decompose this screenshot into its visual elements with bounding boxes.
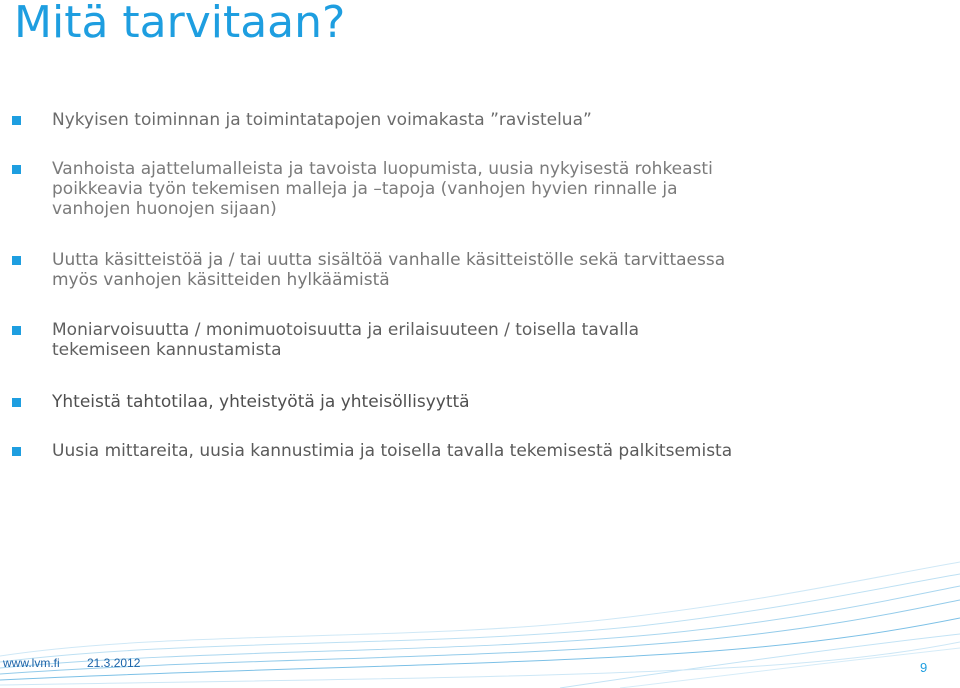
slide-title: Mitä tarvitaan? — [14, 0, 346, 48]
bullet-text: Yhteistä tahtotilaa, yhteistyötä ja yhteisöllisyyttä — [52, 392, 470, 412]
square-bullet-icon — [12, 256, 21, 265]
square-bullet-icon — [12, 447, 21, 456]
square-bullet-icon — [12, 116, 21, 125]
bullet-text: Uusia mittareita, uusia kannustimia ja toisella tavalla tekemisestä palkitsemista — [52, 441, 733, 461]
bullet-text: Vanhoista ajattelumalleista ja tavoista luopumista, uusia nykyisestä rohkeasti poikkeavia työn tekemisen malleja ja –tapoja (vanhojen hyvien rinnalle ja vanhojen huonojen sijaan) — [52, 159, 713, 219]
bullet-text: Uutta käsitteistöä ja / tai uutta sisältöä vanhalle käsitteistölle sekä tarvittaessa myös vanhojen käsitteiden hylkäämistä — [52, 250, 726, 290]
square-bullet-icon — [12, 165, 21, 174]
square-bullet-icon — [12, 326, 21, 335]
page-number: 9 — [920, 660, 928, 675]
bullet-text: Moniarvoisuutta / monimuotoisuutta ja erilaisuuteen / toisella tavalla tekemiseen kannustamista — [52, 320, 640, 360]
wave-decoration-icon — [0, 538, 960, 688]
bullet-text: Nykyisen toiminnan ja toimintatapojen voimakasta ”ravistelua” — [52, 110, 592, 130]
square-bullet-icon — [12, 398, 21, 407]
footer-date: 21.3.2012 — [87, 656, 141, 670]
footer-url: www.lvm.fi — [3, 656, 60, 670]
